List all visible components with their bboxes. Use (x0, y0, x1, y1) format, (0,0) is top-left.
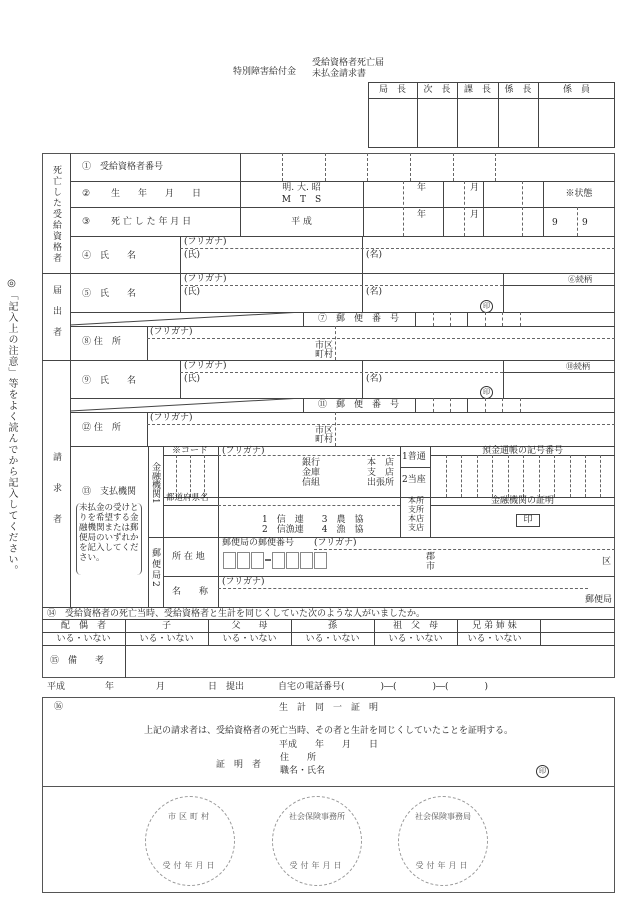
post-office-suffix: 郵便局 (585, 595, 613, 605)
branch-name-input[interactable] (219, 506, 399, 536)
month-label: 月 (470, 210, 480, 220)
office-type: 本所 (408, 496, 424, 505)
notifier-name-input[interactable] (181, 286, 502, 311)
label-recipient-number: ① 受給資格者番号 (82, 162, 164, 172)
postal-hyphen (265, 559, 271, 561)
relation-header: 父 母 (231, 621, 268, 631)
office-type: 支店 (408, 523, 424, 532)
payment-note: 未払金の受けとりを希望する金融機関または郵便局のいずれかを記入してください。 (76, 503, 142, 575)
label-deceased-name: ④ 氏 名 (82, 251, 137, 261)
furigana-label: (フリガナ) (184, 361, 227, 371)
submit-year-label: 年 (105, 682, 115, 692)
row-number: ③ (82, 217, 91, 227)
given-name-label: (名) (366, 374, 383, 384)
seal-mark: 印 (480, 386, 493, 399)
coop-types: 2 信漁連 4 漁 協 (262, 525, 364, 535)
label-death-date: 死 亡 し た 年 月 日 (111, 217, 192, 227)
county-label: 郡 (426, 552, 436, 562)
certificate-text: 上記の請求者は、受給資格者の死亡当時、その者と生計を同じくしていたことを証明する。 (143, 726, 513, 736)
section-notifier: 届出者 (51, 285, 61, 348)
deceased-name-input[interactable] (181, 249, 615, 272)
location-label: 所 在 地 (172, 552, 205, 562)
label-postal-code: ⑦ 郵 便 番 号 (318, 314, 400, 324)
city-label: 市区 (315, 426, 334, 436)
approval-header: 係 員 (562, 85, 590, 95)
passbook-label: 預金通帳の記号番号 (481, 446, 563, 456)
relation-answer[interactable]: いる・いない (305, 634, 360, 644)
row-number: ② (82, 189, 91, 199)
approval-header: 次 長 (423, 85, 451, 95)
furigana-label: (フリガナ) (222, 577, 265, 587)
submit-era: 平成 (47, 682, 66, 692)
approval-header: 係 長 (504, 85, 532, 95)
relation-answer[interactable]: いる・いない (388, 634, 443, 644)
city-label: 市 (426, 562, 436, 572)
notifier-relationship-input[interactable] (504, 286, 614, 311)
recipient-number-input[interactable] (241, 154, 614, 180)
prefecture-label: 都道府県名 (166, 493, 209, 503)
relation-answer[interactable]: いる・いない (467, 634, 522, 644)
title-prefix: 特別障害給付金 (233, 67, 297, 77)
relationship-label: ⑥続柄 (568, 275, 592, 284)
side-note: ◎「記入上の注意」等をよく読んでから記入してください。 (6, 278, 17, 576)
furigana-label: (フリガナ) (150, 413, 193, 423)
furigana-label: (フリガナ) (150, 327, 193, 337)
post-office-postal-label: 郵便局の郵便番号 (222, 538, 295, 548)
given-name-label: (名) (366, 250, 383, 260)
label-postal-code: ⑪ 郵 便 番 号 (318, 400, 400, 410)
label-notifier-name: ⑤ 氏 名 (82, 289, 137, 299)
postal-digit-box[interactable] (286, 552, 299, 569)
town-label: 町村 (315, 435, 334, 445)
given-name-label: (名) (366, 287, 383, 297)
furigana-label: (フリガナ) (222, 446, 265, 456)
status-code: 9 (582, 218, 588, 228)
certificate-title: 生 計 同 一 証 明 (278, 703, 378, 713)
furigana-label: (フリガナ) (314, 538, 357, 548)
relation-header: 子 (161, 621, 171, 631)
era-options[interactable]: 明. 大. 昭 (282, 183, 321, 193)
notifier-postal-input[interactable] (416, 313, 614, 325)
year-label: 年 (417, 183, 427, 193)
coop-types: 1 信 連 3 農 協 (262, 515, 364, 525)
section-claimant: 請求者 (51, 452, 61, 545)
bank-column-label: 金融機関1 (150, 462, 160, 504)
bank-type: 金庫 (302, 468, 321, 478)
year-label: 年 (417, 210, 427, 220)
branch-type: 支 店 (367, 468, 395, 478)
claimant-relationship-input[interactable] (504, 373, 614, 397)
town-label: 町村 (315, 350, 334, 360)
label-claimant-address: ⑫ 住 所 (82, 423, 121, 433)
label-remarks: ⑮ 備 考 (50, 656, 105, 666)
family-name-label: (氏) (184, 287, 201, 297)
postal-digit-box[interactable] (300, 552, 313, 569)
passbook-number-input[interactable] (431, 456, 614, 496)
title-line2: 未払金請求書 (312, 69, 367, 79)
claimant-address-input[interactable] (148, 425, 614, 445)
home-phone-field[interactable]: 自宅の電話番号( )―( )―( ) (278, 682, 489, 692)
approval-header: 局 長 (378, 85, 406, 95)
label-birth-date: 生 年 月 日 (111, 189, 202, 199)
section-deceased: 死亡した受給資格者 (51, 165, 61, 264)
month-label: 月 (470, 183, 480, 193)
certifier-seal: 印 (536, 765, 549, 778)
branch-type: 本 店 (367, 458, 395, 468)
account-current[interactable]: 2当座 (402, 475, 426, 485)
relation-header: 孫 (327, 621, 337, 631)
era-options-latin: M T S (281, 195, 322, 205)
status-label: ※状態 (565, 189, 593, 199)
notifier-address-input[interactable] (148, 339, 614, 359)
postal-digit-box[interactable] (237, 552, 250, 569)
era-heisei: 平 成 (291, 217, 312, 227)
ward-label: 区 (602, 557, 612, 567)
office-type: 支所 (408, 505, 424, 514)
account-ordinary[interactable]: 1普通 (402, 452, 426, 462)
certificate-date[interactable]: 平成 年 月 日 (278, 740, 378, 750)
post-office-name-input[interactable] (219, 589, 579, 606)
seal-mark: 印 (480, 300, 493, 313)
certificate-number: ⑯ (54, 702, 64, 712)
claimant-postal-input[interactable] (416, 399, 614, 411)
approval-header: 課 長 (463, 85, 491, 95)
claimant-name-input[interactable] (181, 373, 502, 397)
certifier-address-label: 住 所 (280, 753, 317, 763)
relation-header: 配 偶 者 (60, 621, 106, 631)
postal-digit-box[interactable] (223, 552, 236, 569)
bank-type: 銀行 (302, 458, 321, 468)
municipal-receipt-stamp: 市区町村 受付年月日 (145, 796, 235, 886)
certifier-input[interactable] (330, 752, 530, 780)
household-question: ⑭ 受給資格者の死亡当時、受給資格者と生計を同じくしていた次のような人がいましたか。 (47, 609, 426, 619)
relation-answer[interactable]: いる・いない (222, 634, 277, 644)
postal-digit-box[interactable] (314, 552, 327, 569)
furigana-label: (フリガナ) (184, 274, 227, 284)
title-line1: 受給資格者死亡届 (312, 58, 385, 68)
postal-digit-box[interactable] (251, 552, 264, 569)
postal-digit-box[interactable] (272, 552, 285, 569)
office-type: 本店 (408, 514, 424, 523)
label-payment-institution: ⑬ 支払機関 (82, 487, 137, 497)
relation-answer[interactable]: いる・いない (139, 634, 194, 644)
relation-answer[interactable]: いる・いない (56, 634, 111, 644)
bank-seal: 印 (516, 514, 540, 527)
label-claimant-name: ⑨ 氏 名 (82, 376, 137, 386)
social-insurance-bureau-stamp: 社会保険事務局 受付年月日 (398, 796, 488, 886)
post-office-name-label: 名 称 (172, 587, 209, 597)
bank-name-input[interactable] (219, 456, 399, 496)
city-label: 市区 (315, 341, 334, 351)
relation-header: 兄 弟 姉 妹 (472, 621, 517, 631)
submit-month-label: 月 (156, 682, 166, 692)
relationship-label: ⑩続柄 (566, 362, 590, 371)
submit-day-label: 日 提出 (208, 682, 245, 692)
certifier-name-label: 職名・氏名 (280, 766, 326, 776)
furigana-label: (フリガナ) (184, 237, 227, 247)
family-name-label: (氏) (184, 374, 201, 384)
post-office-address-input[interactable] (330, 550, 614, 575)
branch-type: 出張所 (367, 478, 395, 488)
bank-certification-label: 金融機関の証明 (490, 496, 554, 506)
relation-header: 祖 父 母 (392, 621, 438, 631)
post-office-column-label: 郵便局2 (150, 548, 160, 589)
bank-type: 信組 (302, 478, 321, 488)
label-notifier-address: ⑧ 住 所 (82, 337, 121, 347)
social-insurance-office-stamp: 社会保険事務所 受付年月日 (272, 796, 362, 886)
status-code: 9 (552, 218, 558, 228)
family-name-label: (氏) (184, 250, 201, 260)
certifier-label: 証 明 者 (216, 760, 262, 770)
remarks-input[interactable] (126, 646, 614, 677)
code-label: ※コード (172, 446, 209, 456)
